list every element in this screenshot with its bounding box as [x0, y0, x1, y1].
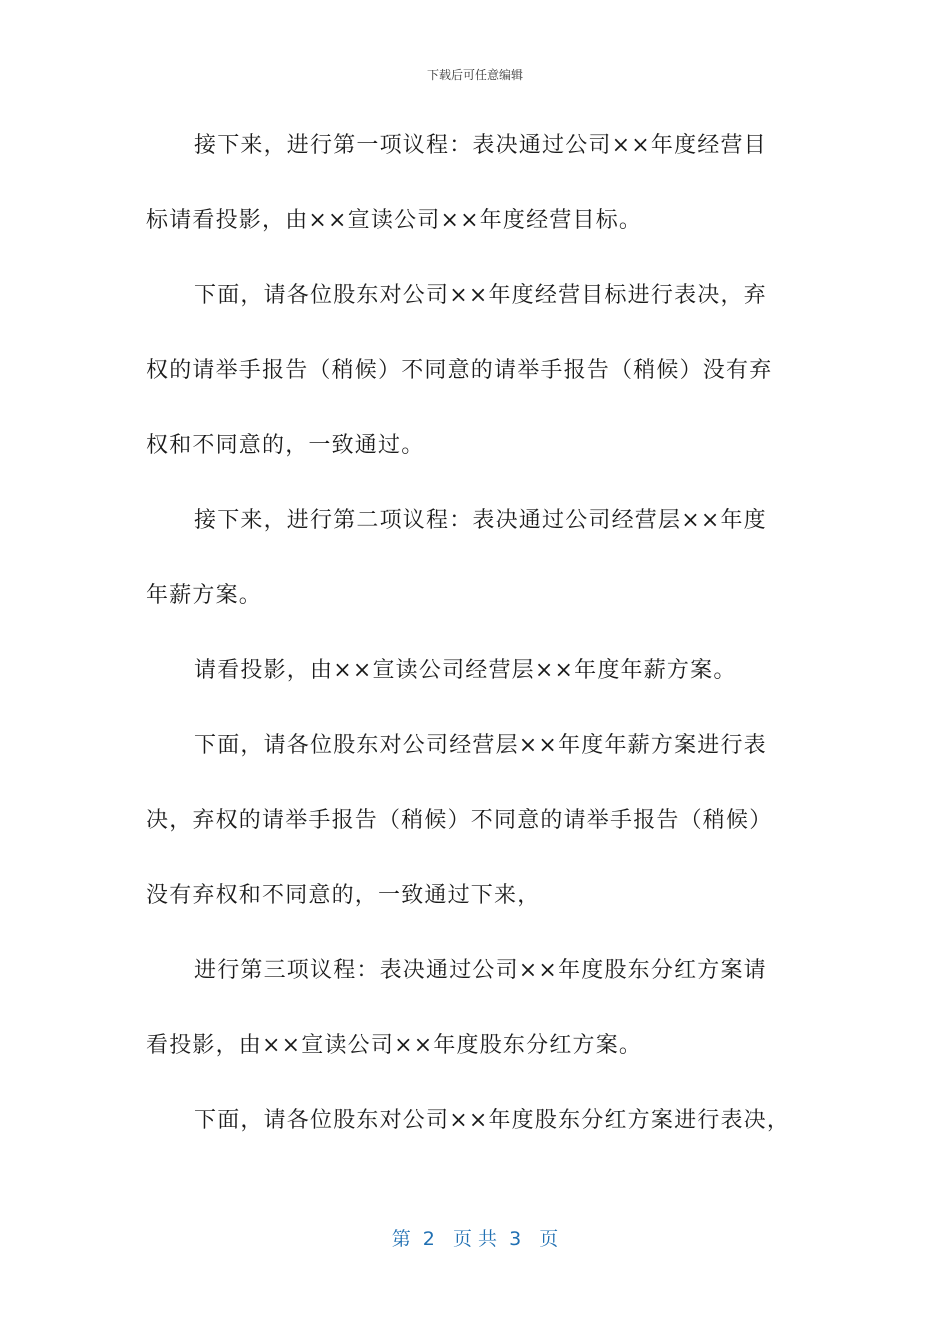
paragraph-line: 年薪方案。	[146, 583, 263, 608]
paragraph-line: 请看投影，由××宣读公司经营层××年度年薪方案。	[194, 658, 737, 683]
paragraph-line: 看投影，由××宣读公司××年度股东分红方案。	[146, 1033, 643, 1058]
paragraph-line: 下面，请各位股东对公司经营层××年度年薪方案进行表	[194, 733, 767, 758]
page-number-footer: 第 2 页 共 3 页	[391, 1228, 559, 1250]
page-header: 下载后可任意编辑	[426, 68, 523, 82]
paragraph-line: 进行第三项议程：表决通过公司××年度股东分红方案请	[194, 958, 767, 983]
paragraph-line: 没有弃权和不同意的，一致通过下来，	[146, 883, 541, 908]
paragraph-line: 权和不同意的，一致通过。	[146, 433, 425, 458]
document-body	[146, 118, 806, 1168]
paragraph-line: 接下来，进行第二项议程：表决通过公司经营层××年度	[194, 508, 767, 533]
paragraph-line: 下面，请各位股东对公司××年度经营目标进行表决，弃	[194, 283, 767, 308]
paragraph-line: 下面，请各位股东对公司××年度股东分红方案进行表决，	[194, 1108, 791, 1133]
paragraph-line: 接下来，进行第一项议程：表决通过公司××年度经营目	[194, 133, 767, 158]
paragraph-line: 标请看投影，由××宣读公司××年度经营目标。	[146, 208, 643, 233]
paragraph-line: 权的请举手报告（稍候）不同意的请举手报告（稍候）没有弃	[146, 358, 773, 383]
paragraph-line: 决，弃权的请举手报告（稍候）不同意的请举手报告（稍候）	[146, 808, 773, 833]
